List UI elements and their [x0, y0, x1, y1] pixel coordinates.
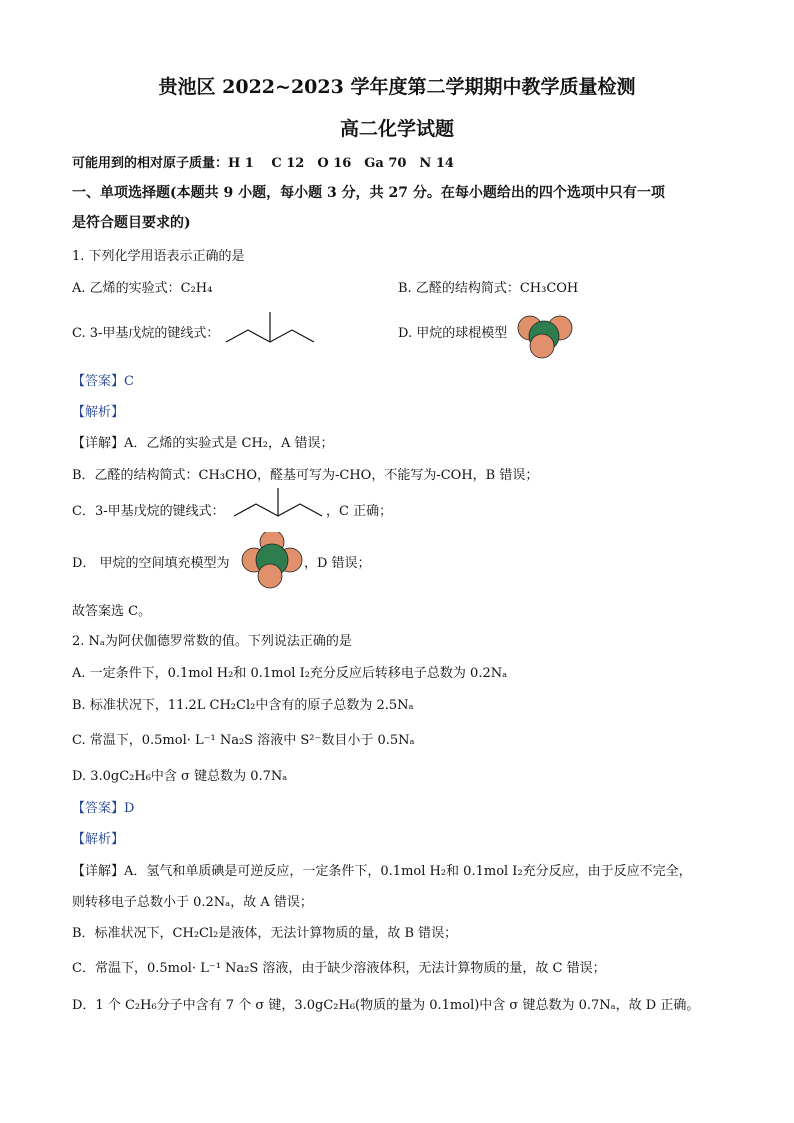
q1-answer: 【答案】C — [72, 374, 134, 389]
q2-detail-a: 【详解】A．氢气和单质碘是可逆反应，一定条件下，0.1mol H₂和 0.1mol I₂充分反应，由于反应不完全， — [72, 864, 692, 879]
q2-answer: 【答案】D — [72, 801, 135, 816]
page-subtitle: 高二化学试题 — [339, 118, 454, 140]
section-heading-line2: 是符合题目要求的) — [72, 215, 191, 231]
q1-detail-c-tail: ，C 正确； — [326, 504, 393, 519]
q1-option-a: A. 乙烯的实验式：C₂H₄ — [72, 281, 213, 296]
q1-conclusion: 故答案选 C。 — [72, 604, 152, 619]
q1-methane-model-d — [514, 312, 574, 360]
q1-skeletal-formula-c — [222, 308, 318, 352]
q2-option-d: D. 3.0gC₂H₆中含 σ 键总数为 0.7Nₐ — [72, 769, 288, 784]
q1-detail-c: C．3-甲基戊烷的键线式： — [72, 504, 225, 519]
q1-stem: 1. 下列化学用语表示正确的是 — [72, 249, 245, 264]
q2-option-c: C. 常温下，0.5mol· L⁻¹ Na₂S 溶液中 S²⁻数目小于 0.5Nₐ — [72, 733, 415, 748]
q2-analysis-label: 【解析】 — [72, 832, 125, 847]
q1-option-d: D. 甲烷的球棍模型 — [398, 326, 508, 341]
q1-detail-d-tail: ，D 错误； — [304, 556, 371, 571]
q2-detail-c: C．常温下，0.5mol· L⁻¹ Na₂S 溶液，由于缺少溶液体积，无法计算物质的量，故 C 错误； — [72, 961, 606, 976]
q2-detail-b: B．标准状况下，CH₂Cl₂是液体，无法计算物质的量，故 B 错误； — [72, 926, 458, 941]
q1-detail-b: B．乙醛的结构简式：CH₃CHO，醛基可写为-CHO，不能写为-COH，B 错误； — [72, 468, 539, 483]
q1-option-b: B. 乙醛的结构简式：CH₃COH — [398, 281, 579, 296]
q2-stem: 2. Nₐ为阿伏伽德罗常数的值。下列说法正确的是 — [72, 634, 352, 649]
q2-detail-d: D．1 个 C₂H₆分子中含有 7 个 σ 键，3.0gC₂H₆(物质的量为 0.1mol)中含 σ 键总数为 0.7Nₐ，故 D 正确。 — [72, 998, 700, 1013]
q1-detail-d: D． 甲烷的空间填充模型为 — [72, 556, 230, 571]
q2-detail-a-cont: 则转移电子总数小于 0.2Nₐ，故 A 错误； — [72, 895, 313, 910]
atomic-masses: 可能用到的相对原子质量：H 1 C 12 O 16 Ga 70 N 14 — [72, 156, 454, 171]
q1-analysis-label: 【解析】 — [72, 405, 125, 420]
page-title: 贵池区 2022~2023 学年度第二学期期中教学质量检测 — [158, 76, 636, 98]
q1-space-filling-model — [240, 532, 304, 590]
q1-option-c: C. 3-甲基戊烷的键线式： — [72, 326, 220, 341]
q2-option-b: B. 标准状况下，11.2L CH₂Cl₂中含有的原子总数为 2.5Nₐ — [72, 698, 414, 713]
section-heading-line1: 一、单项选择题(本题共 9 小题，每小题 3 分，共 27 分。在每小题给出的四个选项中只有一项 — [72, 185, 665, 201]
q1-detail-a: 【详解】A．乙烯的实验式是 CH₂，A 错误； — [72, 436, 334, 451]
q1-skeletal-formula-detail — [230, 486, 326, 526]
q2-option-a: A. 一定条件下，0.1mol H₂和 0.1mol I₂充分反应后转移电子总数为 0.2Nₐ — [72, 666, 508, 681]
